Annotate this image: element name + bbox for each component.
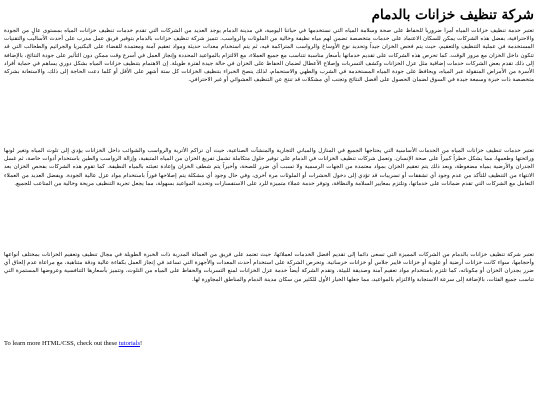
article-paragraph-3: تعتبر شركة تنظيف خزانات بالدمام من الشركات المميزة التي تسعى دائماً إلى تقديم أفضل الخدمات لعملائها، حيث تعتمد على فريق من العمالة المدربة ذات الخبرة الطويلة في مجال تنظيف وتعقيم الخزانات بمختلف أنواعها وأحجامها، سواء كانت خزانات أرضية أو علوية أو خزانات فايبر جلاس أو خزانات خرسانية. وتحرص الشركة على استخدام أحدث المعدات والأجهزة التي تساعد في إنجاز العمل بكفاءة عالية ودقة متناهية، مع مراعاة عدم إلحاق أي ضرر بجدران الخزان أو مكوناته، كما تلتزم باستخدام مواد تعقيم آمنة وصديقة للبيئة، وتقدم الشركة أيضاً خدمة عزل الخزانات لمنع التسربات والحفاظ على المياه من التلوث، وتتميز بأسعارها التنافسية وعروضها المستمرة التي تناسب جميع الفئات، بالإضافة إلى سرعة الاستجابة والالتزام بالمواعيد، مما جعلها الخيار الأول للكثير من سكان مدينة الدمام والمناطق المجاورة لها. xyxy=(4,252,534,283)
article-paragraph-1: تعتبر خدمة تنظيف خزانات المياه أمراً ضرورياً للحفاظ على صحة وسلامة المياه التي نستخدمها في حياتنا اليومية، في مدينة الدمام يوجد العديد من الشركات التي تقدم خدمات تنظيف خزانات المياه بمستوى عالٍ من الجودة والاحترافية، بفضل هذه الشركات يمكن للسكان الاعتماد على خدمات متخصصة تضمن لهم مياه نظيفة وخالية من الملوثات والرواسب. تتميز شركة تنظيف خزانات بالدمام بتوفير فريق عمل مدرب على أحدث الأساليب والتقنيات المستخدمة في عملية التنظيف والتعقيم، حيث يتم فحص الخزان جيداً وتحديد نوع الأوساخ والرواسب المتراكمة فيه، ثم يتم استخدام معدات حديثة ومواد تعقيم آمنة ومعتمدة للقضاء على البكتيريا والجراثيم والطحالب التي قد تتكون داخل الخزان مع مرور الوقت. كما تحرص هذه الشركات على تقديم خدماتها بأسعار مناسبة تتناسب مع جميع العملاء، مع الالتزام بالمواعيد المحددة وإنجاز العمل في أسرع وقت ممكن دون التأثير على جودة النتائج، بالإضافة إلى ذلك تقدم بعض الشركات خدمات إضافية مثل عزل الخزانات وكشف التسربات وإصلاح الأعطال لضمان الحفاظ على الخزان في حالة جيدة لفترة طويلة. إن الاهتمام بتنظيف خزانات المياه بشكل دوري يساهم في حماية أفراد الأسرة من الأمراض المنقولة عبر المياه، ويحافظ على جودة المياه المستخدمة في الشرب والطهي والاستحمام، لذلك ينصح الخبراء بتنظيف الخزانات كل ستة أشهر على الأقل أو كلما دعت الحاجة إلى ذلك، والاستعانة بشركة متخصصة ذات خبرة وسمعة جيدة في السوق لضمان الحصول على أفضل النتائج وتجنب أي مشكلات قد تنتج عن التنظيف العشوائي أو غير الاحترافي. xyxy=(4,28,534,84)
footer-text: To learn more HTML/CSS, check out these xyxy=(4,340,119,347)
footer-note xyxy=(4,339,534,349)
page-title: شركة تنظيف خزانات بالدمام xyxy=(371,7,534,23)
footer-text-end: ! xyxy=(140,340,143,347)
tutorials-link[interactable]: tutorials xyxy=(118,340,141,347)
article-paragraph-2: تعتبر خدمات تنظيف خزانات المياه من الخدمات الأساسية التي يحتاجها الجميع في المنازل والمباني التجارية والمنشآت الصناعية، حيث أن تراكم الأتربة والرواسب والشوائب داخل الخزانات يؤدي إلى تلوث المياه وتغير لونها ورائحتها وطعمها، مما يشكل خطراً كبيراً على صحة الإنسان. وتعمل شركات تنظيف الخزانات في الدمام على توفير حلول متكاملة تشمل تفريغ الخزان من المياه المتبقية، وإزالة الرواسب والطين باستخدام أدوات خاصة، ثم غسل الجدران والأرضية بمياه مضغوطة، وبعد ذلك يتم تعقيم الخزان بمواد معتمدة من الجهات الرسمية ولا تسبب أي ضرر للصحة، وأخيراً يتم شطف الخزان وإعادة تعبئته بالمياه النظيفة. كما تقوم هذه الشركات بفحص الخزان بعد الانتهاء من التنظيف للتأكد من عدم وجود أي تشققات أو تسريبات قد تؤدي إلى دخول الحشرات أو الملوثات مرة أخرى، وفي حال وجود أي مشكلة يتم إصلاحها فوراً باستخدام مواد عزل عالية الجودة. ويفضل العديد من العملاء التعامل مع الشركات التي تقدم ضمانات على خدماتها، وتلتزم بمعايير السلامة والنظافة، وتوفر خدمة عملاء متميزة للرد على الاستفسارات وتحديد المواعيد بسهولة، مما يجعل تجربة التنظيف مريحة وخالية من المتاعب للجميع. xyxy=(4,148,534,187)
